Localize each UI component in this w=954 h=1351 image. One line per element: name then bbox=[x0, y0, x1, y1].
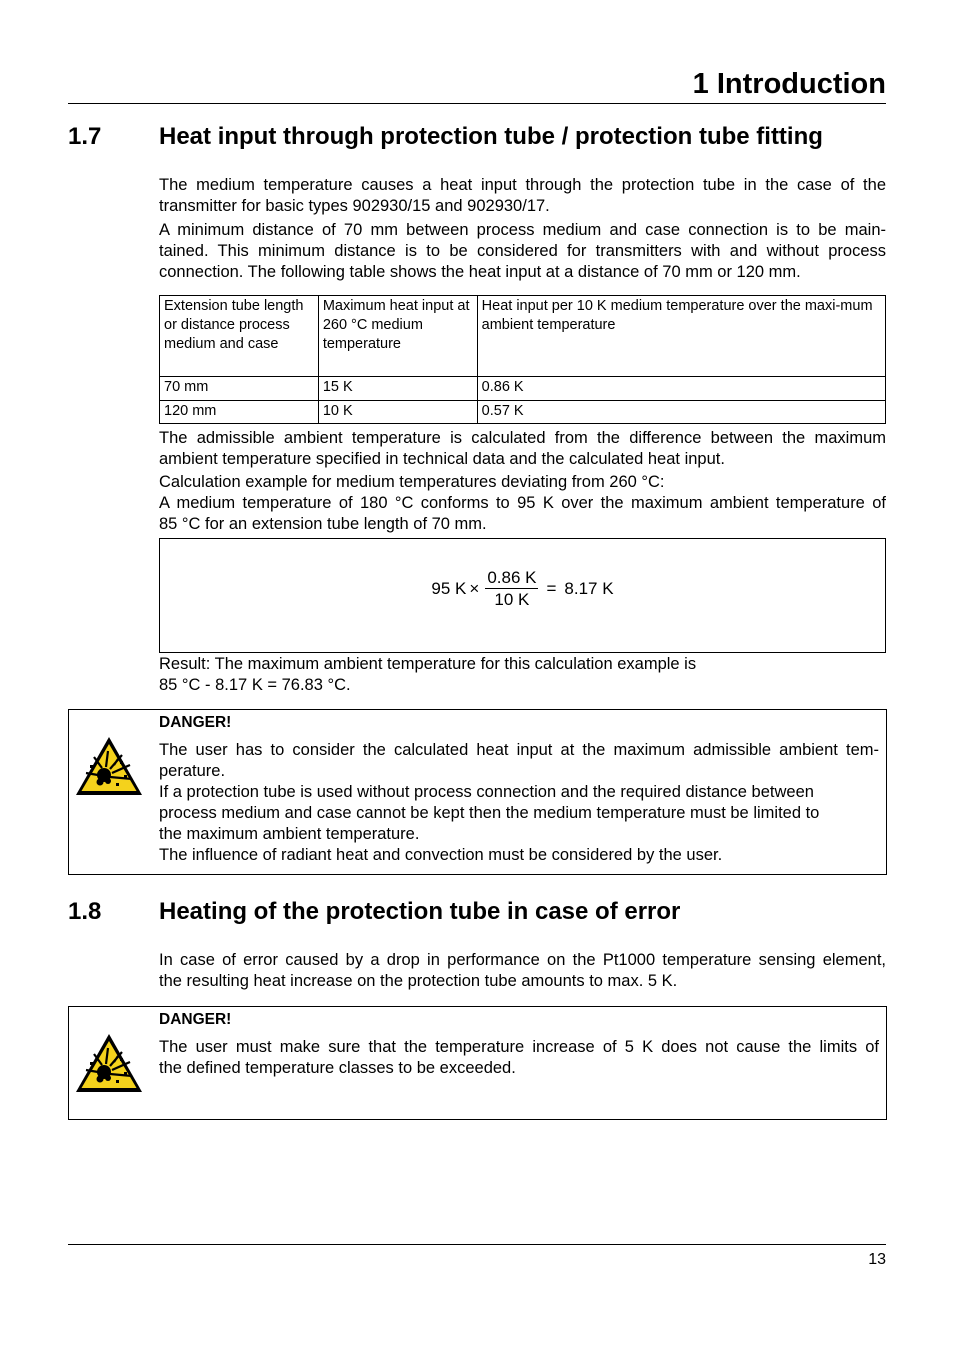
table-cell: 70 mm bbox=[160, 377, 319, 401]
section-title-1-7: Heat input through protection tube / protection tube fitting bbox=[159, 123, 823, 150]
table-row bbox=[160, 377, 886, 401]
text-line: perature. bbox=[159, 762, 226, 780]
danger-text bbox=[159, 1037, 879, 1079]
formula-equals: = bbox=[546, 578, 557, 598]
paragraph-admissible-temperature bbox=[159, 428, 886, 470]
paragraph-calculation-example bbox=[159, 472, 886, 535]
table-row bbox=[160, 401, 886, 424]
table-header-cell: Heat input per 10 K medium temperature over the maxi-mum ambient temperature bbox=[477, 296, 885, 377]
table-header-cell: Maximum heat input at 260 °C medium temperature bbox=[318, 296, 477, 377]
table-header-row bbox=[160, 296, 886, 377]
paragraph-error-heating bbox=[159, 950, 886, 992]
text-line: A minimum distance of 70 mm between process medium and case connection is to be main- bbox=[159, 221, 886, 239]
heat-input-table bbox=[159, 295, 886, 424]
text-line: tained. This minimum distance is to be considered for transmitters with and without process bbox=[159, 242, 886, 260]
formula-fraction bbox=[485, 567, 538, 610]
table-cell: 0.86 K bbox=[477, 377, 885, 401]
text-line: transmitter for basic types 902930/15 and 902930/17. bbox=[159, 197, 550, 215]
paragraph-result bbox=[159, 654, 886, 696]
table-cell: 120 mm bbox=[160, 401, 319, 424]
text-line: The influence of radiant heat and convection must be considered by the user. bbox=[159, 846, 723, 864]
text-line: Calculation example for medium temperatures deviating from 260 °C: bbox=[159, 473, 665, 491]
section-number-1-7: 1.7 bbox=[68, 123, 102, 150]
text-line: the resulting heat increase on the protection tube amounts to max. 5 K. bbox=[159, 972, 678, 990]
section-number-1-8: 1.8 bbox=[68, 898, 102, 925]
paragraph-heat-input-intro bbox=[159, 175, 886, 217]
text-line: A medium temperature of 180 °C conforms to 95 K over the maximum ambient temperature of bbox=[159, 494, 886, 512]
explosive-warning-icon bbox=[74, 1032, 144, 1094]
text-line: In case of error caused by a drop in performance on the Pt1000 temperature sensing element, bbox=[159, 951, 886, 969]
danger-title: DANGER! bbox=[159, 1011, 232, 1028]
paragraph-minimum-distance bbox=[159, 220, 886, 283]
formula bbox=[160, 567, 885, 610]
page-number: 13 bbox=[868, 1251, 886, 1268]
explosive-warning-icon bbox=[74, 735, 144, 797]
text-line: The admissible ambient temperature is calculated from the difference between the maximum bbox=[159, 429, 886, 447]
text-line: The user must make sure that the temperature increase of 5 K does not cause the limits of bbox=[159, 1038, 879, 1056]
text-line: the maximum ambient temperature. bbox=[159, 825, 420, 843]
formula-numerator: 0.86 K bbox=[487, 568, 537, 587]
header-rule bbox=[68, 103, 886, 104]
formula-times: × bbox=[469, 578, 480, 598]
text-line: The medium temperature causes a heat input through the protection tube in the case of the bbox=[159, 176, 886, 194]
text-line: If a protection tube is used without process connection and the required distance between bbox=[159, 783, 814, 801]
chapter-title: 1 Introduction bbox=[692, 68, 886, 100]
text-line: 85 °C - 8.17 K = 76.83 °C. bbox=[159, 676, 351, 694]
danger-box-temperature-classes bbox=[68, 1006, 887, 1120]
table-cell: 15 K bbox=[318, 377, 477, 401]
text-line: connection. The following table shows the heat input at a distance of 70 mm or 120 mm. bbox=[159, 263, 801, 281]
text-line: the defined temperature classes to be exceeded. bbox=[159, 1059, 516, 1077]
danger-text bbox=[159, 740, 879, 866]
danger-title: DANGER! bbox=[159, 714, 232, 731]
text-line: The user has to consider the calculated heat input at the maximum admissible ambient tem- bbox=[159, 741, 879, 759]
table-cell: 10 K bbox=[318, 401, 477, 424]
table-header-cell: Extension tube length or distance process medium and case bbox=[160, 296, 319, 377]
formula-denominator: 10 K bbox=[494, 590, 530, 609]
text-line: process medium and case cannot be kept then the medium temperature must be limited to bbox=[159, 804, 820, 822]
footer-rule bbox=[68, 1244, 886, 1245]
table-cell: 0.57 K bbox=[477, 401, 885, 424]
danger-box-heat-input bbox=[68, 709, 887, 875]
formula-result: 8.17 K bbox=[564, 578, 614, 598]
text-line: 85 °C for an extension tube length of 70 mm. bbox=[159, 515, 487, 533]
formula-lhs: 95 K bbox=[431, 578, 467, 598]
text-line: ambient temperature specified in technical data and the calculated heat input. bbox=[159, 450, 725, 468]
text-line: Result: The maximum ambient temperature for this calculation example is bbox=[159, 655, 697, 673]
section-title-1-8: Heating of the protection tube in case of error bbox=[159, 898, 681, 925]
formula-box bbox=[159, 538, 886, 653]
